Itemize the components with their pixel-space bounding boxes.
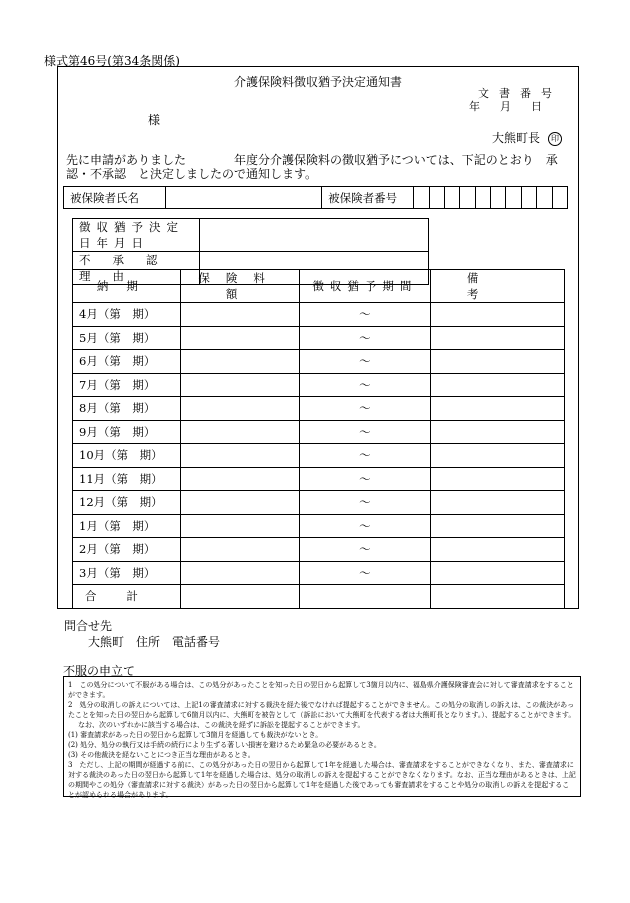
period-cell[interactable]: ～	[299, 373, 431, 397]
amount-cell[interactable]	[180, 303, 299, 327]
term-cell: 4月（第 期）	[73, 303, 181, 327]
amount-cell[interactable]	[180, 514, 299, 538]
period-cell[interactable]: ～	[299, 467, 431, 491]
remarks-cell[interactable]	[431, 514, 565, 538]
appeal-text-box	[63, 676, 581, 797]
appeal-heading: 不服の申立て	[63, 664, 136, 678]
period-cell[interactable]: ～	[299, 397, 431, 421]
appeal-paragraph: 2 処分の取消しの訴えについては、上記1の審査請求に対する裁決を経た後でなければ提起することができません。この処分の取消しの訴えは、この裁決があったことを知った日の翌日から起算して6箇月以内に、大熊町を被告として（訴訟において大熊町を代表する者は大熊町長となります。）、提起することができます。	[68, 701, 576, 719]
amount-cell[interactable]	[180, 491, 299, 515]
insured-name-field[interactable]	[166, 187, 322, 209]
term-cell: 10月（第 期）	[73, 444, 181, 468]
period-cell[interactable]: ～	[299, 326, 431, 350]
contact-heading: 問合せ先	[64, 619, 113, 633]
column-header: 納期	[73, 270, 181, 303]
form-number: 様式第46号(第34条関係)	[44, 54, 180, 68]
appeal-paragraph: なお、次のいずれかに該当する場合は、この裁決を経ずに訴訟を提起することができます。	[78, 721, 365, 729]
amount-cell[interactable]	[180, 373, 299, 397]
insured-number-digit[interactable]	[521, 187, 536, 209]
term-cell: 8月（第 期）	[73, 397, 181, 421]
amount-cell[interactable]	[180, 350, 299, 374]
appeal-paragraph: (2) 処分、処分の執行又は手続の続行により生ずる著しい損害を避けるため緊急の必要があるとき。	[68, 741, 381, 749]
amount-cell[interactable]	[180, 561, 299, 585]
column-header: 備考	[431, 270, 565, 303]
schedule-row	[73, 420, 565, 444]
appeal-paragraph: 1 この処分について不服がある場合は、この処分があったことを知った日の翌日から起算して3箇月以内に、福島県介護保険審査会に対して審査請求をすることができます。	[68, 681, 574, 699]
remarks-cell[interactable]	[431, 561, 565, 585]
insured-number-label: 被保険者番号	[322, 187, 414, 209]
schedule-row	[73, 538, 565, 562]
term-cell: 5月（第 期）	[73, 326, 181, 350]
schedule-row	[73, 514, 565, 538]
total-remarks-field[interactable]	[431, 585, 565, 609]
document-title: 介護保険料徴収猶予決定通知書	[233, 75, 402, 89]
issuer	[492, 129, 562, 146]
remarks-cell[interactable]	[431, 420, 565, 444]
period-cell[interactable]: ～	[299, 420, 431, 444]
document-number-label: 文書番号	[478, 87, 562, 100]
addressee-suffix: 様	[148, 113, 161, 127]
intro-text: 先に申請がありました 年度分介護保険料の徴収猶予については、下記のとおり 承認・不承認 と決定しましたので通知します。	[66, 153, 558, 181]
issuer-name: 大熊町長	[491, 131, 540, 145]
term-cell: 6月（第 期）	[73, 350, 181, 374]
insured-number-digit[interactable]	[414, 187, 429, 209]
seal-icon: 印	[548, 132, 562, 146]
amount-cell[interactable]	[180, 397, 299, 421]
appeal-paragraph: 3 ただし、上記の期間が経過する前に、この処分があった日の翌日から起算して1年を経過した場合は、審査請求をすることができなくなり、また、審査請求に対する裁決のあった日の翌日から起算して1年を経過した場合は、処分の取消しの訴えを提起することができなくなります。なお、正当な理由があるときは、上記の期間やこの処分（審査請求に対する裁決）があった日の翌日から起算して1年を経過した後であっても審査請求をすることや処分の取消しの訴えを提起することが認められる場合があります。	[68, 761, 576, 799]
insured-number-digit[interactable]	[506, 187, 521, 209]
amount-cell[interactable]	[180, 444, 299, 468]
insured-name-label: 被保険者氏名	[64, 187, 166, 209]
date-label: 年月日	[469, 100, 562, 113]
remarks-cell[interactable]	[431, 397, 565, 421]
schedule-row	[73, 561, 565, 585]
remarks-cell[interactable]	[431, 538, 565, 562]
remarks-cell[interactable]	[431, 350, 565, 374]
column-header: 保険料額	[180, 270, 299, 303]
schedule-row	[73, 491, 565, 515]
schedule-row	[73, 444, 565, 468]
insured-number-digit[interactable]	[445, 187, 460, 209]
denial-reason-label: 不承認理由	[73, 252, 200, 285]
term-cell: 3月（第 期）	[73, 561, 181, 585]
total-period-field[interactable]	[299, 585, 431, 609]
contact-line: 大熊町 住所 電話番号	[88, 635, 221, 649]
period-cell[interactable]: ～	[299, 514, 431, 538]
total-amount-field[interactable]	[180, 585, 299, 609]
notice-form	[57, 66, 579, 609]
insured-number-digit[interactable]	[429, 187, 444, 209]
amount-cell[interactable]	[180, 420, 299, 444]
amount-cell[interactable]	[180, 467, 299, 491]
term-cell: 12月（第 期）	[73, 491, 181, 515]
term-cell: 7月（第 期）	[73, 373, 181, 397]
schedule-table	[72, 269, 565, 609]
decision-date-field[interactable]	[199, 219, 428, 252]
total-label: 合計	[73, 585, 181, 609]
column-header: 徴収猶予期間	[299, 270, 431, 303]
remarks-cell[interactable]	[431, 444, 565, 468]
schedule-row	[73, 467, 565, 491]
appeal-paragraph: (1) 審査請求があった日の翌日から起算して3箇月を経過しても裁決がないとき。	[68, 731, 323, 739]
insured-number-digit[interactable]	[475, 187, 490, 209]
period-cell[interactable]: ～	[299, 538, 431, 562]
schedule-row	[73, 326, 565, 350]
period-cell[interactable]: ～	[299, 444, 431, 468]
amount-cell[interactable]	[180, 326, 299, 350]
remarks-cell[interactable]	[431, 303, 565, 327]
insured-number-digit[interactable]	[552, 187, 567, 209]
remarks-cell[interactable]	[431, 491, 565, 515]
remarks-cell[interactable]	[431, 373, 565, 397]
term-cell: 9月（第 期）	[73, 420, 181, 444]
insured-table	[63, 186, 568, 209]
schedule-row	[73, 303, 565, 327]
period-cell[interactable]: ～	[299, 350, 431, 374]
insured-number-digit[interactable]	[537, 187, 552, 209]
period-cell[interactable]: ～	[299, 561, 431, 585]
period-cell[interactable]: ～	[299, 303, 431, 327]
period-cell[interactable]: ～	[299, 491, 431, 515]
amount-cell[interactable]	[180, 538, 299, 562]
schedule-row	[73, 397, 565, 421]
insured-number-digit[interactable]	[491, 187, 506, 209]
decision-date-label: 徴収猶予決定日年月日	[73, 219, 200, 252]
schedule-row	[73, 350, 565, 374]
term-cell: 11月（第 期）	[73, 467, 181, 491]
term-cell: 1月（第 期）	[73, 514, 181, 538]
remarks-cell[interactable]	[431, 326, 565, 350]
term-cell: 2月（第 期）	[73, 538, 181, 562]
schedule-row	[73, 373, 565, 397]
appeal-paragraph: (3) その他裁決を経ないことにつき正当な理由があるとき。	[68, 751, 255, 759]
remarks-cell[interactable]	[431, 467, 565, 491]
insured-number-digit[interactable]	[460, 187, 475, 209]
